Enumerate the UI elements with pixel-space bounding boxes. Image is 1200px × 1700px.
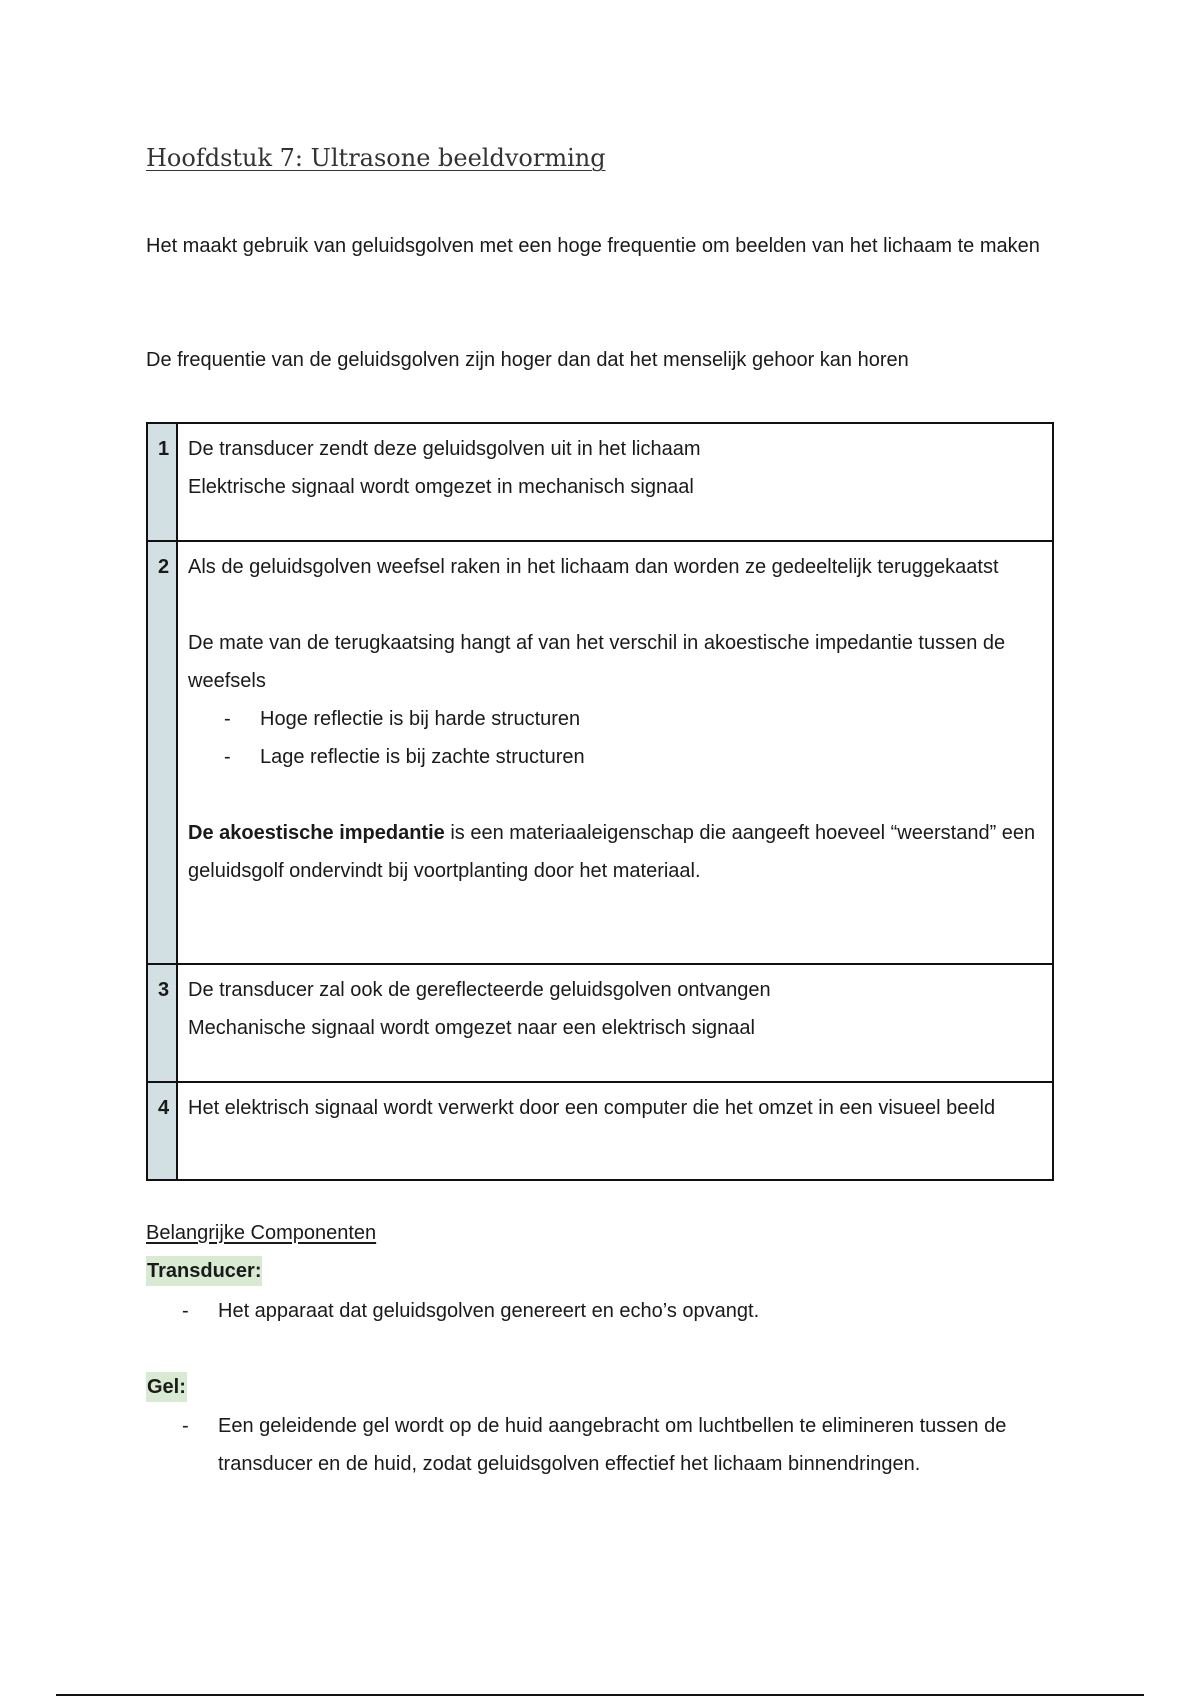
- step-content: [177, 541, 1053, 964]
- step-content: [177, 423, 1053, 541]
- step-text: Het elektrisch signaal wordt verwerkt door een computer die het omzet in een visueel beeld: [188, 1097, 996, 1119]
- step-number: 2: [147, 541, 177, 964]
- step-content: [177, 964, 1053, 1082]
- list-item: [146, 1407, 1054, 1483]
- definition-body: is een materiaaleigenschap die aangeeft hoeveel “weerstand” een geluidsgolf ondervindt bij voortplanting door het materiaal.: [188, 822, 1036, 882]
- step-text: De transducer zendt deze geluidsgolven uit in het lichaam: [188, 438, 701, 460]
- step-content: [177, 1082, 1053, 1180]
- transducer-description: Het apparaat dat geluidsgolven genereert en echo’s opvangt.: [218, 1300, 760, 1322]
- list-item-text: Lage reflectie is bij zachte structuren: [260, 746, 585, 768]
- reflection-list: [188, 700, 1042, 776]
- intro-paragraph-2: De frequentie van de geluidsgolven zijn hoger dan dat het menselijk gehoor kan horen: [146, 349, 909, 371]
- step-text: De transducer zal ook de gereflecteerde geluidsgolven ontvangen: [188, 979, 771, 1001]
- gel-term: Gel:: [146, 1372, 187, 1402]
- table-row: [147, 1082, 1053, 1180]
- table-row: [147, 423, 1053, 541]
- table-row: [147, 964, 1053, 1082]
- intro-paragraph-1: Het maakt gebruik van geluidsgolven met een hoge frequentie om beelden van het lichaam te maken: [146, 235, 1040, 257]
- steps-table: [146, 422, 1054, 1181]
- step-text: De mate van de terugkaatsing hangt af van het verschil in akoestische impedantie tussen de weefsels: [188, 632, 1006, 692]
- bullet-dash: -: [224, 708, 231, 730]
- page-bottom-divider: [56, 1694, 1144, 1696]
- definition-term: De akoestische impedantie: [188, 822, 445, 844]
- list-item: [146, 1292, 1054, 1330]
- bullet-dash: -: [182, 1300, 189, 1322]
- transducer-term: Transducer:: [146, 1256, 262, 1286]
- definition-text: [188, 814, 1042, 890]
- transducer-list: [146, 1292, 1054, 1330]
- step-number: 3: [147, 964, 177, 1082]
- list-item: [188, 700, 1042, 738]
- step-number: 1: [147, 423, 177, 541]
- list-item: [188, 738, 1042, 776]
- list-item-text: Hoge reflectie is bij harde structuren: [260, 708, 581, 730]
- components-heading: Belangrijke Componenten: [146, 1222, 377, 1244]
- gel-list: [146, 1407, 1054, 1483]
- step-text: Elektrische signaal wordt omgezet in mechanisch signaal: [188, 476, 694, 498]
- bullet-dash: -: [224, 746, 231, 768]
- step-text: Als de geluidsgolven weefsel raken in het lichaam dan worden ze gedeeltelijk teruggekaatst: [188, 556, 999, 578]
- bullet-dash: -: [182, 1415, 189, 1437]
- step-text: Mechanische signaal wordt omgezet naar een elektrisch signaal: [188, 1017, 755, 1039]
- table-row: [147, 541, 1053, 964]
- chapter-title: Hoofdstuk 7: Ultrasone beeldvorming: [146, 144, 606, 172]
- step-number: 4: [147, 1082, 177, 1180]
- gel-description: Een geleidende gel wordt op de huid aangebracht om luchtbellen te elimineren tussen de transducer en de huid, zodat geluidsgolven effectief het lichaam binnendringen.: [218, 1415, 1007, 1475]
